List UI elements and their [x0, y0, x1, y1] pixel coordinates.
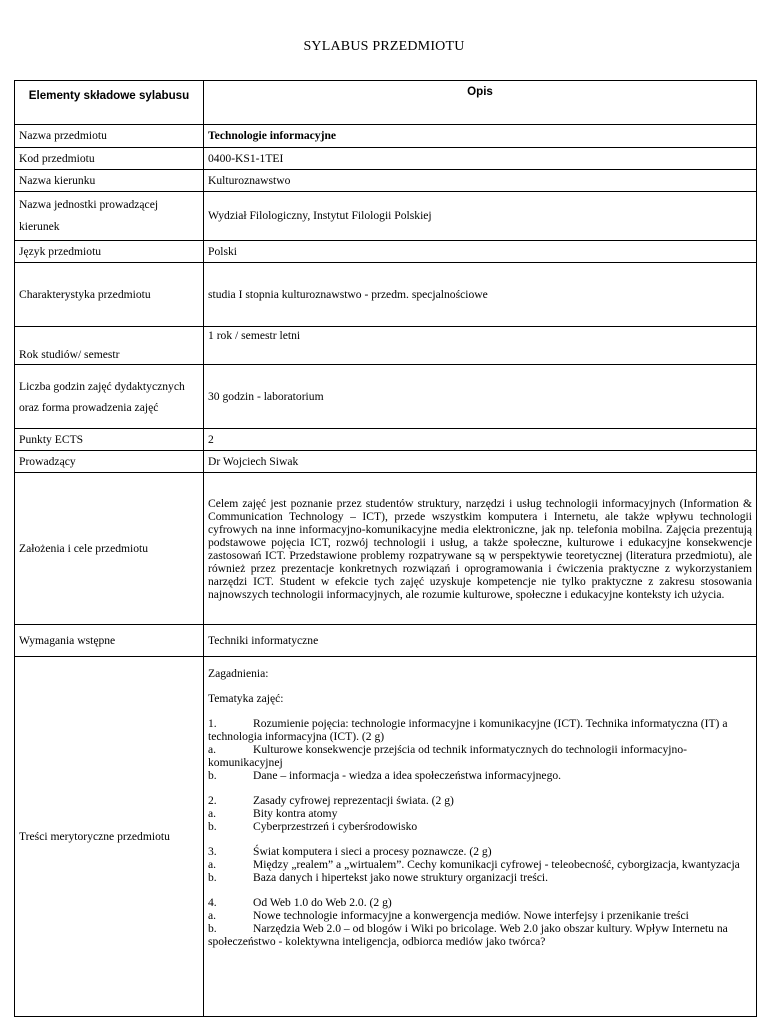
subtopic-letter: a.	[208, 807, 217, 820]
subtopic-letter: b.	[208, 871, 217, 884]
row-value-ects: 2	[204, 429, 757, 451]
table-row	[15, 429, 757, 451]
row-label-ects: Punkty ECTS	[15, 429, 204, 451]
topic-item	[208, 794, 752, 833]
header-elements: Elementy składowe sylabusu	[15, 81, 204, 125]
subtopic-text: Bity kontra atomy	[253, 807, 338, 820]
row-value-kod-przedmiotu: 0400-KS1-1TEI	[204, 148, 757, 170]
table-row	[15, 473, 757, 625]
subtopic-letter: a.	[208, 858, 217, 871]
row-value-charakterystyka: studia I stopnia kulturoznawstwo - przedm. specjalnościowe	[204, 263, 757, 327]
subtopic-text: Narzędzia Web 2.0 – od blogów i Wiki po bricolage. Web 2.0 jako obszar kultury. Wpływ Internetu na społeczeństwo - kolektywna inteligencja, odbiorca mediów jako twórca?	[208, 922, 728, 948]
row-value-nazwa-przedmiotu: Technologie informacyjne	[204, 125, 757, 148]
table-row	[15, 170, 757, 192]
subtopic-text: Między „realem” a „wirtualem”. Cechy komunikacji cyfrowej - teleobecność, cyborgizacja, kwantyzacja	[253, 858, 740, 871]
row-label-kod-przedmiotu: Kod przedmiotu	[15, 148, 204, 170]
subtopic-letter: a.	[208, 909, 217, 922]
row-value-zalozenia: Celem zajęć jest poznanie przez studentów struktury, narzędzi i usług technologii informacyjnych (Information & Communication Technology – ICT), przede wszystkim komputera i Internetu, ale także wpływu technologii cyfrowych na inne informacyjno-komunikacyjne media elektroniczne, jak np. telefonia mobilna. Zajęcia prezentują podstawowe pojęcia ICT, rozwój technologii i usług, a także społeczne, kulturowe i edukacyjne konsekwencje zastosowań ICT. Przedstawione problemy rozpatrywane są w perspektywie teoretycznej (literatura przedmiotu), ale również przez prezentacje konkretnych rozwiązań i oprogramowania i ćwiczenia praktyczne z wykorzystaniem narzędzi ICT. Student w efekcie tych zajęć uzyskuje kompetencje nie tylko praktyczne z zakresu stosowania najnowszych technologii informacyjnych, ale rozumie kulturowe, społeczne i edukacyjne konteksty ich użycia.	[204, 473, 757, 625]
table-header-row	[15, 81, 757, 125]
topic-text: Zasady cyfrowej reprezentacji świata. (2 g)	[253, 794, 454, 807]
subtopic-text: Baza danych i hipertekst jako nowe struktury organizacji treści.	[253, 871, 549, 884]
table-row	[15, 365, 757, 429]
table-row	[15, 657, 757, 1017]
row-label-jednostka: Nazwa jednostki prowadzącej kierunek	[15, 192, 204, 241]
subtopic-text: Nowe technologie informacyjne a konwergencja mediów. Nowe interfejsy i przenikanie treści	[253, 909, 689, 922]
subtopic-letter: a.	[208, 743, 217, 756]
header-description: Opis	[204, 81, 757, 125]
table-row	[15, 263, 757, 327]
topic-item	[208, 717, 752, 782]
subtopic-letter: b.	[208, 820, 217, 833]
subtopic-text: Kulturowe konsekwencje przejścia od technik informatycznych do technologii informacyjno-komunikacyjnej	[208, 743, 687, 769]
row-label-nazwa-przedmiotu: Nazwa przedmiotu	[15, 125, 204, 148]
row-value-rok: 1 rok / semestr letni	[204, 327, 757, 365]
row-value-tresci	[204, 657, 757, 1017]
topic-item	[208, 896, 752, 948]
row-label-wymagania: Wymagania wstępne	[15, 625, 204, 657]
row-value-jezyk: Polski	[204, 241, 757, 263]
table-row	[15, 451, 757, 473]
row-label-prowadzacy: Prowadzący	[15, 451, 204, 473]
row-value-jednostka: Wydział Filologiczny, Instytut Filologii Polskiej	[204, 192, 757, 241]
topic-item	[208, 845, 752, 884]
row-label-jezyk: Język przedmiotu	[15, 241, 204, 263]
table-row	[15, 148, 757, 170]
row-label-zalozenia: Założenia i cele przedmiotu	[15, 473, 204, 625]
row-label-rok: Rok studiów/ semestr	[15, 327, 204, 365]
topic-number: 3.	[208, 845, 217, 858]
row-value-nazwa-kierunku: Kulturoznawstwo	[204, 170, 757, 192]
table-row	[15, 241, 757, 263]
topic-number: 2.	[208, 794, 217, 807]
topic-text: Od Web 1.0 do Web 2.0. (2 g)	[253, 896, 392, 909]
row-value-prowadzacy: Dr Wojciech Siwak	[204, 451, 757, 473]
syllabus-table	[14, 80, 757, 1017]
topic-text: Rozumienie pojęcia: technologie informacyjne i komunikacyjne (ICT). Technika informatyczna (IT) a technologia informacyjna (ICT). (2 g)	[208, 717, 728, 743]
topic-number: 4.	[208, 896, 217, 909]
subtopic-text: Cyberprzestrzeń i cyberśrodowisko	[253, 820, 418, 833]
subtopic-letter: b.	[208, 769, 217, 782]
tresci-intro-tematyka: Tematyka zajęć:	[208, 692, 284, 705]
row-label-godziny: Liczba godzin zajęć dydaktycznych oraz forma prowadzenia zajęć	[15, 365, 204, 429]
tresci-intro-zagadnienia: Zagadnienia:	[208, 667, 269, 680]
table-row	[15, 625, 757, 657]
table-row	[15, 327, 757, 365]
row-label-charakterystyka: Charakterystyka przedmiotu	[15, 263, 204, 327]
subtopic-letter: b.	[208, 922, 217, 935]
row-value-wymagania: Techniki informatyczne	[204, 625, 757, 657]
row-label-nazwa-kierunku: Nazwa kierunku	[15, 170, 204, 192]
subtopic-text: Dane – informacja - wiedza a idea społeczeństwa informacyjnego.	[253, 769, 562, 782]
row-label-tresci: Treści merytoryczne przedmiotu	[15, 657, 204, 1017]
document-title: SYLABUS PRZEDMIOTU	[303, 39, 465, 54]
topic-text: Świat komputera i sieci a procesy poznawcze. (2 g)	[253, 845, 492, 858]
row-value-godziny: 30 godzin - laboratorium	[204, 365, 757, 429]
table-row	[15, 192, 757, 241]
table-row	[15, 125, 757, 148]
topic-number: 1.	[208, 717, 217, 730]
